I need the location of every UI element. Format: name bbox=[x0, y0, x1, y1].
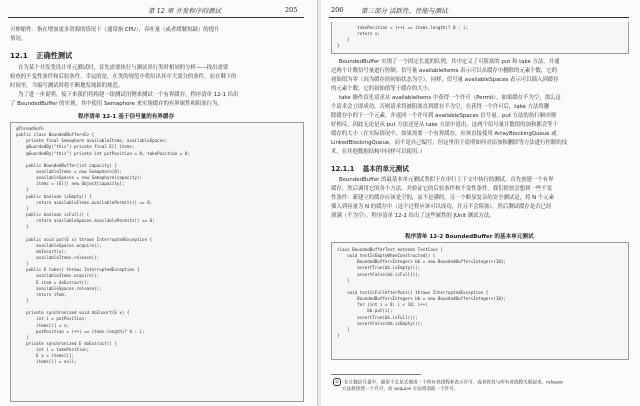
intro-line: 可伸缩性：指在增加更多资源的情况下（通常指 CPU），吞吐量（或者缓解短缺）的提升 bbox=[10, 27, 220, 33]
paragraph-line: 时间里，当编写测试时将不断地发现新的规范。 bbox=[10, 83, 124, 89]
code-line: takePosition = (++i == items.length)? 0 : i; bbox=[337, 25, 469, 30]
paragraph-line: take 操作首先请求从 availableItems 中获得一个许可（Permit）。如果缓存不为空，那么这 bbox=[339, 95, 561, 101]
right-page-number: 206 bbox=[331, 6, 344, 14]
code-line: BoundedBuffer<Integer> bb = new BoundedBuffer<Integer>(10); bbox=[337, 259, 506, 265]
paragraph-line: BoundedBuffer 的最基本单元测试类似于在串行上下文中执行的测试。首先创建一个有界 bbox=[339, 177, 554, 183]
left-page-number: 205 bbox=[285, 6, 298, 14]
right-page-header-chapter: 第三部分 活跃性、性能与测试 bbox=[361, 7, 448, 15]
footnote-line: 方法将创建一个许可，而 acquire 方法将消耗一个许可。 bbox=[342, 387, 459, 392]
subsection-title: 基本的单元测试 bbox=[362, 165, 409, 173]
code-line: private final Semaphore availableItems, availableSpaces; bbox=[16, 138, 168, 144]
code-line: assertTrue(bb.isEmpty()); bbox=[337, 265, 421, 271]
paragraph-line: LinkedBlockingQueue，而不是自己编写，但这里用于说明如何对添加和删除等方法进行控制的技 bbox=[331, 140, 568, 146]
code-line: availableItems = new Semaphore(0); bbox=[16, 168, 122, 174]
paragraph-line: 了 BoundedBuffer 的实现，其中使用 Semaphore 来实现缓存的有界属性和阻塞行为。 bbox=[10, 101, 223, 107]
code-line: bb.put(i); bbox=[337, 308, 393, 314]
paragraph-line: 除缓存中的下一个元素，并返回一个许可到 availableSpaces 信号量。put 方法的执行顺序刚 bbox=[331, 113, 556, 119]
code-line: } bbox=[337, 43, 340, 49]
code-line: return availableItems.availablePermits() == 0; bbox=[16, 199, 153, 205]
code-line: class BoundedBufferTest extends TestCase { bbox=[337, 247, 443, 252]
code-line: putPosition = (++i == items.length)? 0 : i; bbox=[16, 328, 145, 334]
code-line: } bbox=[337, 332, 340, 338]
code-line: } bbox=[16, 261, 29, 267]
code-line: void testIsFullAfterPuts() throws InterruptedException { bbox=[337, 289, 489, 295]
listing-12-1-code bbox=[10, 122, 304, 402]
code-line: items[i] = x; bbox=[16, 322, 69, 328]
code-line: return item; bbox=[16, 291, 67, 297]
code-line: E x = items[i]; bbox=[16, 353, 74, 359]
paragraph-line: 缓存，然后调用它的各个方法，并验证它的后验条件和不变性条件。我们很快会想到一些不变 bbox=[331, 186, 553, 192]
paragraph-line: 过两个计数信号量进行控制。信号量 availableItems 表示可以从缓存中删除的元素个数，它的 bbox=[331, 68, 558, 74]
paragraph-line: 检查的不变性条件和后验条件。幸运的是，在类的规范中将给出其中大部分的条件，而在剩下的 bbox=[10, 74, 237, 80]
section-title: 正确性测试 bbox=[36, 51, 73, 60]
subsection-heading bbox=[331, 163, 409, 173]
code-line: @ThreadSafe bbox=[16, 126, 44, 131]
listing-12-2-code bbox=[331, 242, 629, 360]
code-line: } bbox=[16, 297, 29, 303]
code-line: availableSpaces.acquire(); bbox=[16, 242, 102, 248]
listing-12-1-title: 程序清单 12-1 基于信号量的有界缓存 bbox=[78, 114, 175, 120]
left-page-header-chapter: 第 12 章 并发程序的测试 bbox=[148, 7, 221, 15]
code-line: private synchronized void doInsert(E x) { bbox=[16, 310, 130, 316]
subsection-number: 12.1.1 bbox=[331, 165, 355, 173]
listing-12-2-title: 程序清单 12-2 BoundedBuffer 的基本单元测试 bbox=[405, 234, 534, 240]
paragraph-line: 性条件：新建立的缓存应该是空的，而不是满的。另一个略显复杂的安全测试是，将 N 个元素 bbox=[331, 195, 555, 201]
code-line: items[i] = null; bbox=[16, 359, 77, 365]
code-line: doInsert(x); bbox=[16, 248, 67, 254]
code-line: public BoundedBuffer(int capacity) { bbox=[16, 162, 117, 168]
code-line: @GuardedBy("this") private final E[] items; bbox=[16, 144, 135, 150]
code-line: public boolean isEmpty() { bbox=[16, 193, 92, 199]
code-line: assertTrue(bb.isFull()); bbox=[337, 314, 418, 320]
footnote-rule bbox=[331, 374, 421, 375]
code-line: } bbox=[16, 224, 29, 230]
code-line: int i = takePosition; bbox=[16, 347, 90, 353]
code-line: } bbox=[337, 277, 350, 283]
paragraph-line: 填满（不为空）。程序清单 12-2 给出了这些属性的 JUnit 测试方法。 bbox=[331, 213, 495, 219]
code-line: return x; bbox=[337, 31, 380, 37]
code-line: availableSpaces = new Semaphore(capacity); bbox=[16, 175, 143, 181]
code-line: public boolean isFull() { bbox=[16, 211, 90, 217]
code-line: int i = putPosition; bbox=[16, 316, 87, 322]
code-line: } bbox=[16, 334, 29, 340]
code-line: assertFalse(bb.isFull()); bbox=[337, 271, 421, 277]
right-page bbox=[321, 0, 640, 406]
code-line: return availableSpaces.availablePermits() == 0; bbox=[16, 218, 155, 224]
section-heading bbox=[10, 51, 72, 61]
footnote-text: 在计数信号量中，通常不会显式地用一个所有者线程来表示许可，或者将其与所有者线程关联起来。release bbox=[344, 380, 563, 386]
code-line: availableSpaces.release(); bbox=[16, 285, 102, 291]
intro-line: 情况。 bbox=[10, 36, 27, 42]
paragraph-line: 术，在其他数据结构中同样可以使用。） bbox=[331, 149, 426, 155]
left-page bbox=[0, 0, 318, 406]
paragraph-line: BoundedBuffer 实现了一个固定长度的队列，其中定义了可阻塞的 put 和 take 方法，并通 bbox=[339, 59, 560, 65]
right-header-rule bbox=[329, 17, 629, 18]
paragraph-line: 的元素个数，它的初始值等于缓存的大小。 bbox=[331, 86, 434, 92]
code-line: public class BoundedBuffer<E> { bbox=[16, 132, 95, 138]
paragraph-line: 初始值为零（因为缓存的初始状态为空）。同样，信号量 availableSpaces 表示可以插入到缓存 bbox=[331, 77, 559, 83]
code-line: availableItems.acquire(); bbox=[16, 273, 100, 279]
code-line: } bbox=[337, 37, 350, 43]
paragraph-line: 插入到容量为 N 的缓存中（这个过程应该可以成功，并且不会阻塞），然后测试缓存是否已经 bbox=[331, 204, 552, 210]
code-line: public E take() throws InterruptedException { bbox=[16, 267, 140, 273]
code-line: public void put(E x) throws InterruptedException { bbox=[16, 236, 153, 242]
paragraph-line: 为了进一步说明，接下来我们将构建一组测试用例来测试一个有界缓存。程序清单 12-1 给出 bbox=[18, 92, 239, 98]
code-line: E item = doExtract(); bbox=[16, 279, 90, 285]
left-header-rule bbox=[8, 17, 304, 18]
listing-12-1-code-continued bbox=[331, 22, 629, 54]
code-line: for (int i = 0; i < 10; i++) bbox=[337, 302, 428, 308]
footnote-mark: ① bbox=[333, 378, 341, 386]
paragraph-line: 缓存的大小（在实际情况中，如果需要一个有界缓存，应该直接使用 ArrayBlockingQueue 或 bbox=[331, 131, 557, 137]
code-line: private synchronized E doExtract() { bbox=[16, 340, 117, 346]
code-line: void testIsEmptyWhenConstructed() { bbox=[337, 253, 436, 259]
section-number: 12.1 bbox=[10, 51, 28, 60]
paragraph-line: 个请求会立即成功，否则请求将被阻塞直到缓存不为空。在获得一个许可后，take 方法将删 bbox=[331, 104, 550, 110]
code-line: } bbox=[16, 187, 29, 193]
code-line: } bbox=[337, 326, 350, 332]
code-line: items = (E[]) new Object[capacity]; bbox=[16, 181, 125, 187]
code-line: @GuardedBy("this") private int putPosition = 0, takePosition = 0; bbox=[16, 150, 190, 156]
code-line: assertFalse(bb.isEmpty()); bbox=[337, 320, 423, 326]
code-line: } bbox=[16, 205, 29, 211]
code-line: BoundedBuffer<Integer> bb = new BoundedBuffer<Integer>(10); bbox=[337, 296, 506, 302]
code-line: availableItems.release(); bbox=[16, 254, 100, 260]
paragraph-line: 好相反，因此无论是从 put 方法还是从 take 方法中退出，这两个信号量计数值的加和都会等于 bbox=[331, 122, 558, 128]
paragraph-line: 在为某个并发类设计单元测试时，首先需要执行与测试串行类时相同的分析——找出需要 bbox=[18, 65, 229, 71]
